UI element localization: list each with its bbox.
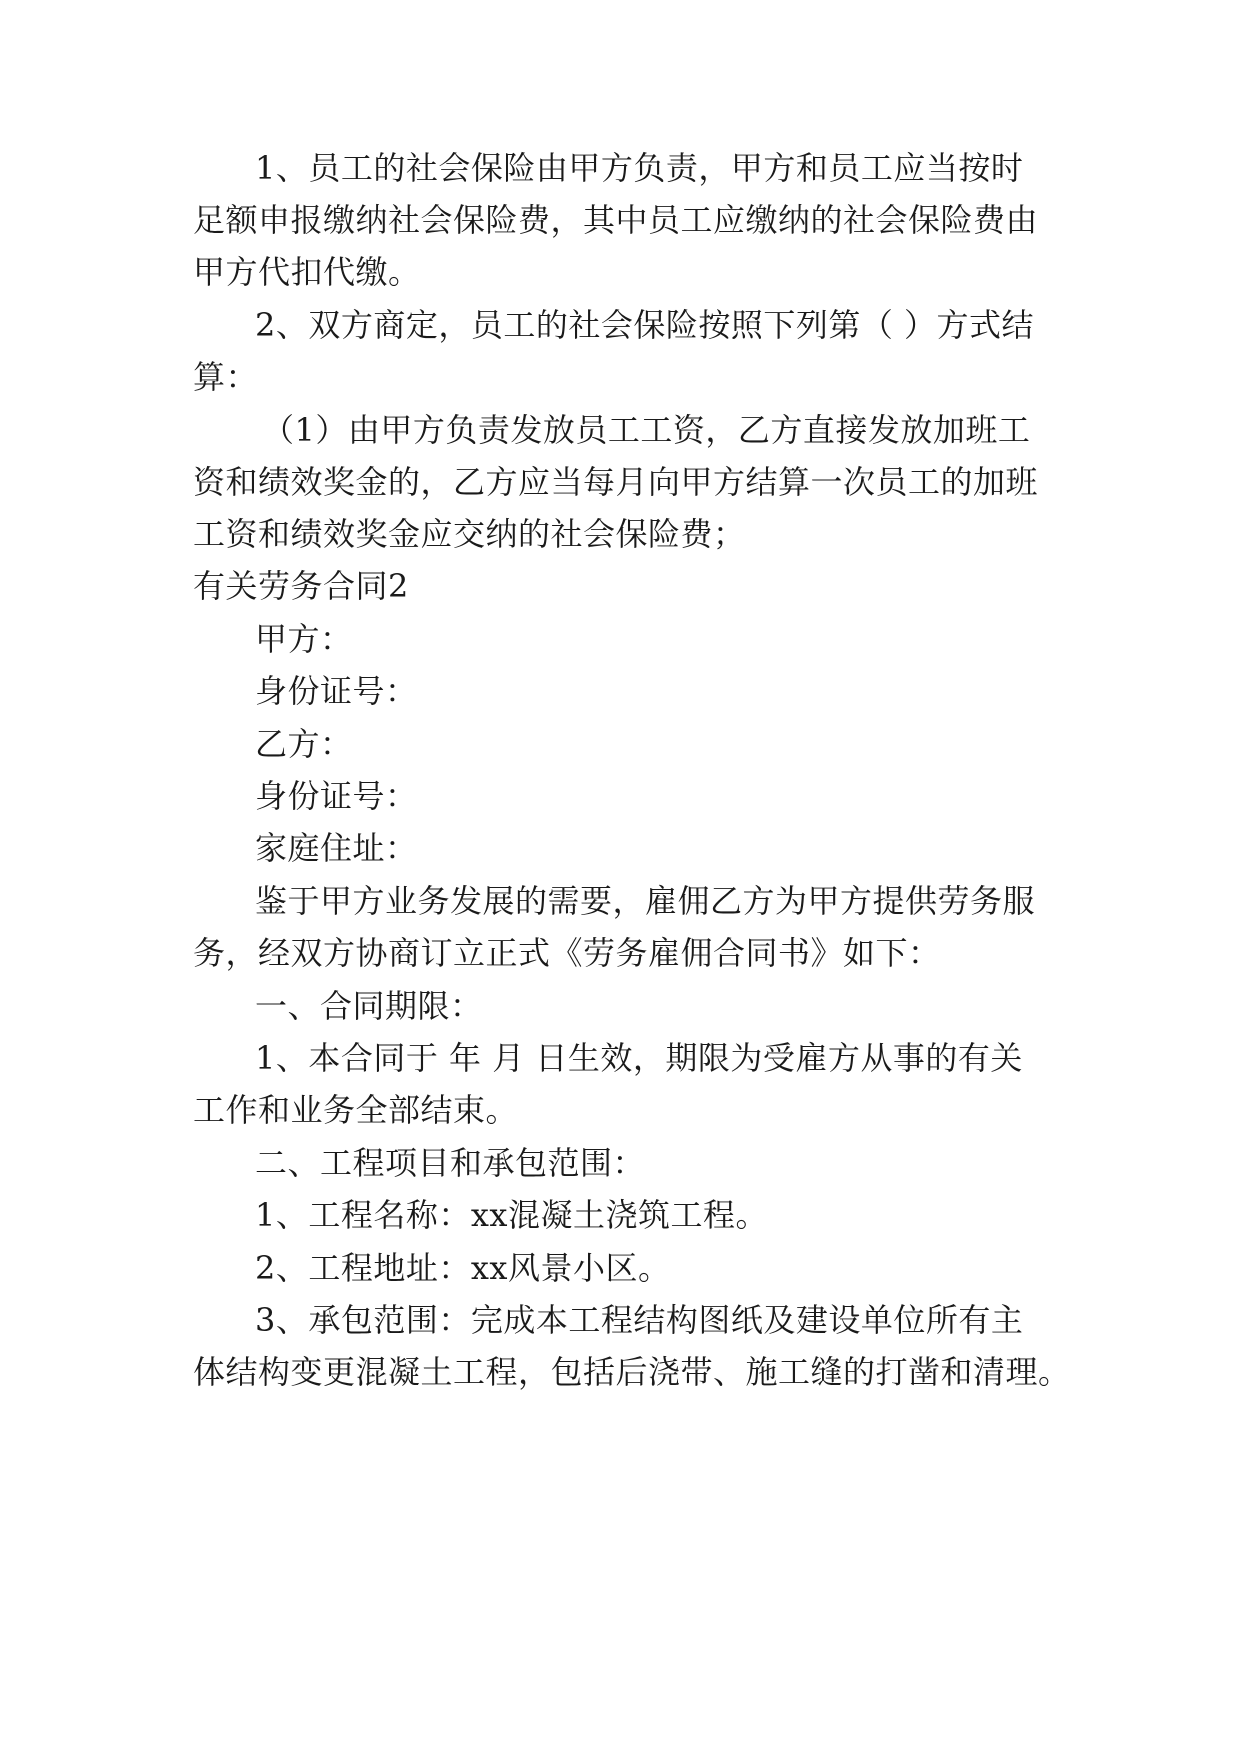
section-heading: 有关劳务合同2: [193, 567, 409, 605]
paragraph-line: 2、双方商定，员工的社会保险按照下列第（ ）方式结: [255, 306, 1035, 344]
paragraph-line: 体结构变更混凝土工程，包括后浇带、施工缝的打凿和清理。: [193, 1353, 1071, 1391]
id-number-field: 身份证号：: [255, 672, 418, 710]
paragraph-line: 足额申报缴纳社会保险费，其中员工应缴纳的社会保险费由: [193, 201, 1039, 239]
party-b-field: 乙方：: [255, 725, 353, 763]
paragraph-line: 鉴于甲方业务发展的需要，雇佣乙方为甲方提供劳务服: [255, 882, 1036, 920]
paragraph-line: 工资和绩效奖金应交纳的社会保险费；: [193, 515, 746, 553]
id-number-field: 身份证号：: [255, 777, 418, 815]
paragraph-line: （1）由甲方负责发放员工工资，乙方直接发放加班工: [262, 411, 1031, 449]
clause-heading: 二、工程项目和承包范围：: [255, 1144, 646, 1182]
paragraph-line: 1、工程名称：xx混凝土浇筑工程。: [255, 1196, 768, 1234]
clause-heading: 一、合同期限：: [255, 987, 483, 1025]
paragraph-line: 工作和业务全部结束。: [193, 1091, 519, 1129]
party-a-field: 甲方：: [255, 620, 353, 658]
paragraph-line: 务，经双方协商订立正式《劳务雇佣合同书》如下：: [193, 934, 941, 972]
home-address-field: 家庭住址：: [255, 829, 418, 867]
paragraph-line: 资和绩效奖金的，乙方应当每月向甲方结算一次员工的加班: [193, 463, 1039, 501]
paragraph-line: 1、本合同于 年 月 日生效，期限为受雇方从事的有关: [255, 1039, 1023, 1077]
paragraph-line: 1、员工的社会保险由甲方负责，甲方和员工应当按时: [255, 149, 1024, 187]
paragraph-line: 甲方代扣代缴。: [193, 253, 421, 291]
paragraph-line: 算：: [193, 358, 259, 396]
paragraph-line: 2、工程地址：xx风景小区。: [255, 1249, 671, 1287]
paragraph-line: 3、承包范围：完成本工程结构图纸及建设单位所有主: [255, 1301, 1024, 1339]
